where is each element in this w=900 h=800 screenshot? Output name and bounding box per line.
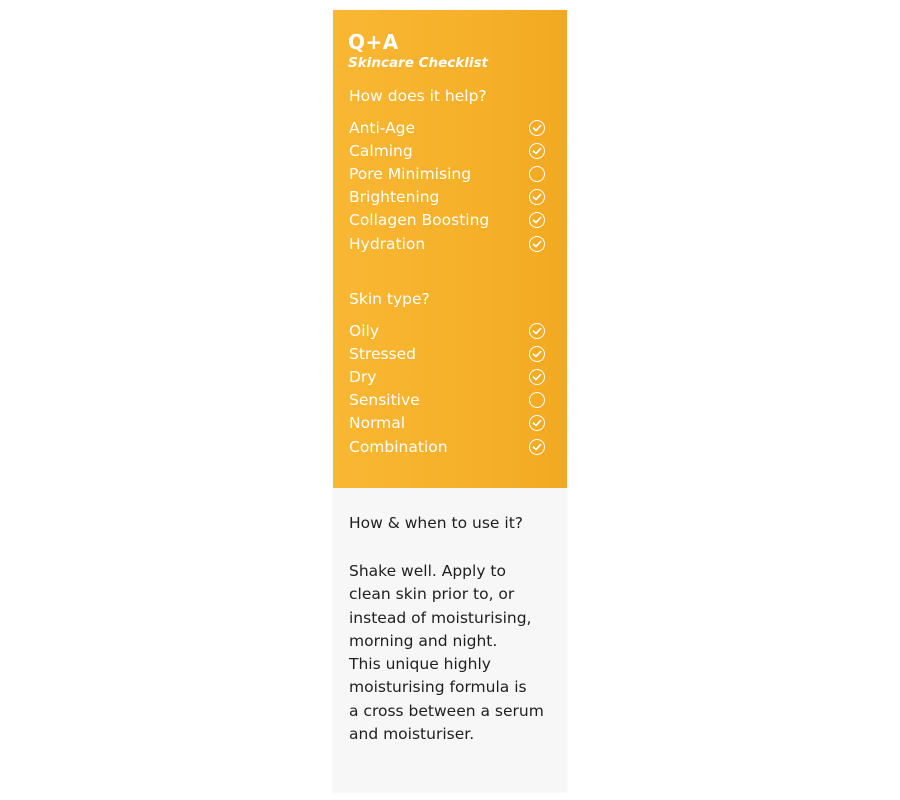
empty-circle-icon xyxy=(529,392,545,408)
usage-line: moisturising formula is xyxy=(349,678,527,697)
usage-line: a cross between a serum xyxy=(349,701,544,720)
skin-type-label: Stressed xyxy=(349,344,417,363)
checklist-panel xyxy=(333,10,567,488)
usage-line: Shake well. Apply to xyxy=(349,562,506,580)
benefit-item-calming xyxy=(349,139,547,162)
usage-heading: How & when to use it? xyxy=(349,514,524,532)
empty-circle-icon xyxy=(529,166,545,182)
checked-circle-icon xyxy=(529,143,545,159)
product-box xyxy=(333,10,567,792)
benefits-list xyxy=(349,116,547,255)
skin-type-list xyxy=(349,319,547,458)
skin-type-item-dry xyxy=(349,365,547,388)
checked-circle-icon xyxy=(529,346,545,362)
benefit-label: Brightening xyxy=(349,188,440,207)
benefit-item-collagen-boosting xyxy=(349,209,547,232)
usage-line: instead of moisturising, xyxy=(349,608,532,627)
checked-circle-icon xyxy=(529,120,545,136)
skin-type-item-stressed xyxy=(349,342,547,365)
benefit-item-pore-minimising xyxy=(349,162,547,185)
skin-type-label: Combination xyxy=(349,437,448,456)
brand-logo: Q+A xyxy=(348,30,399,54)
benefit-item-hydration xyxy=(349,232,547,255)
benefits-question: How does it help? xyxy=(349,87,487,105)
skin-type-item-oily xyxy=(349,319,547,342)
skin-type-item-combination xyxy=(349,435,547,458)
benefit-item-anti-age xyxy=(349,116,547,139)
checked-circle-icon xyxy=(529,212,545,228)
usage-line: This unique highly xyxy=(349,655,491,674)
benefit-label: Calming xyxy=(349,141,413,160)
checked-circle-icon xyxy=(529,369,545,385)
benefit-label: Anti-Age xyxy=(349,118,416,137)
benefit-label: Hydration xyxy=(349,234,426,253)
skin-type-item-normal xyxy=(349,412,547,435)
checked-circle-icon xyxy=(529,236,545,252)
checked-circle-icon xyxy=(529,439,545,455)
usage-description xyxy=(349,560,554,746)
checked-circle-icon xyxy=(529,189,545,205)
skin-type-label: Sensitive xyxy=(349,391,420,410)
checklist-title: Skincare Checklist xyxy=(348,55,488,71)
skin-type-label: Normal xyxy=(349,414,406,433)
usage-line: morning and night. xyxy=(349,631,498,650)
skin-type-question: Skin type? xyxy=(349,290,430,308)
benefit-label: Pore Minimising xyxy=(349,164,472,183)
skin-type-item-sensitive xyxy=(349,389,547,412)
benefit-item-brightening xyxy=(349,186,547,209)
skin-type-label: Dry xyxy=(349,367,377,386)
checked-circle-icon xyxy=(529,415,545,431)
checked-circle-icon xyxy=(529,323,545,339)
usage-line: and moisturiser. xyxy=(349,725,475,744)
skin-type-label: Oily xyxy=(349,321,379,340)
usage-line: clean skin prior to, or xyxy=(349,585,515,604)
benefit-label: Collagen Boosting xyxy=(349,211,490,230)
